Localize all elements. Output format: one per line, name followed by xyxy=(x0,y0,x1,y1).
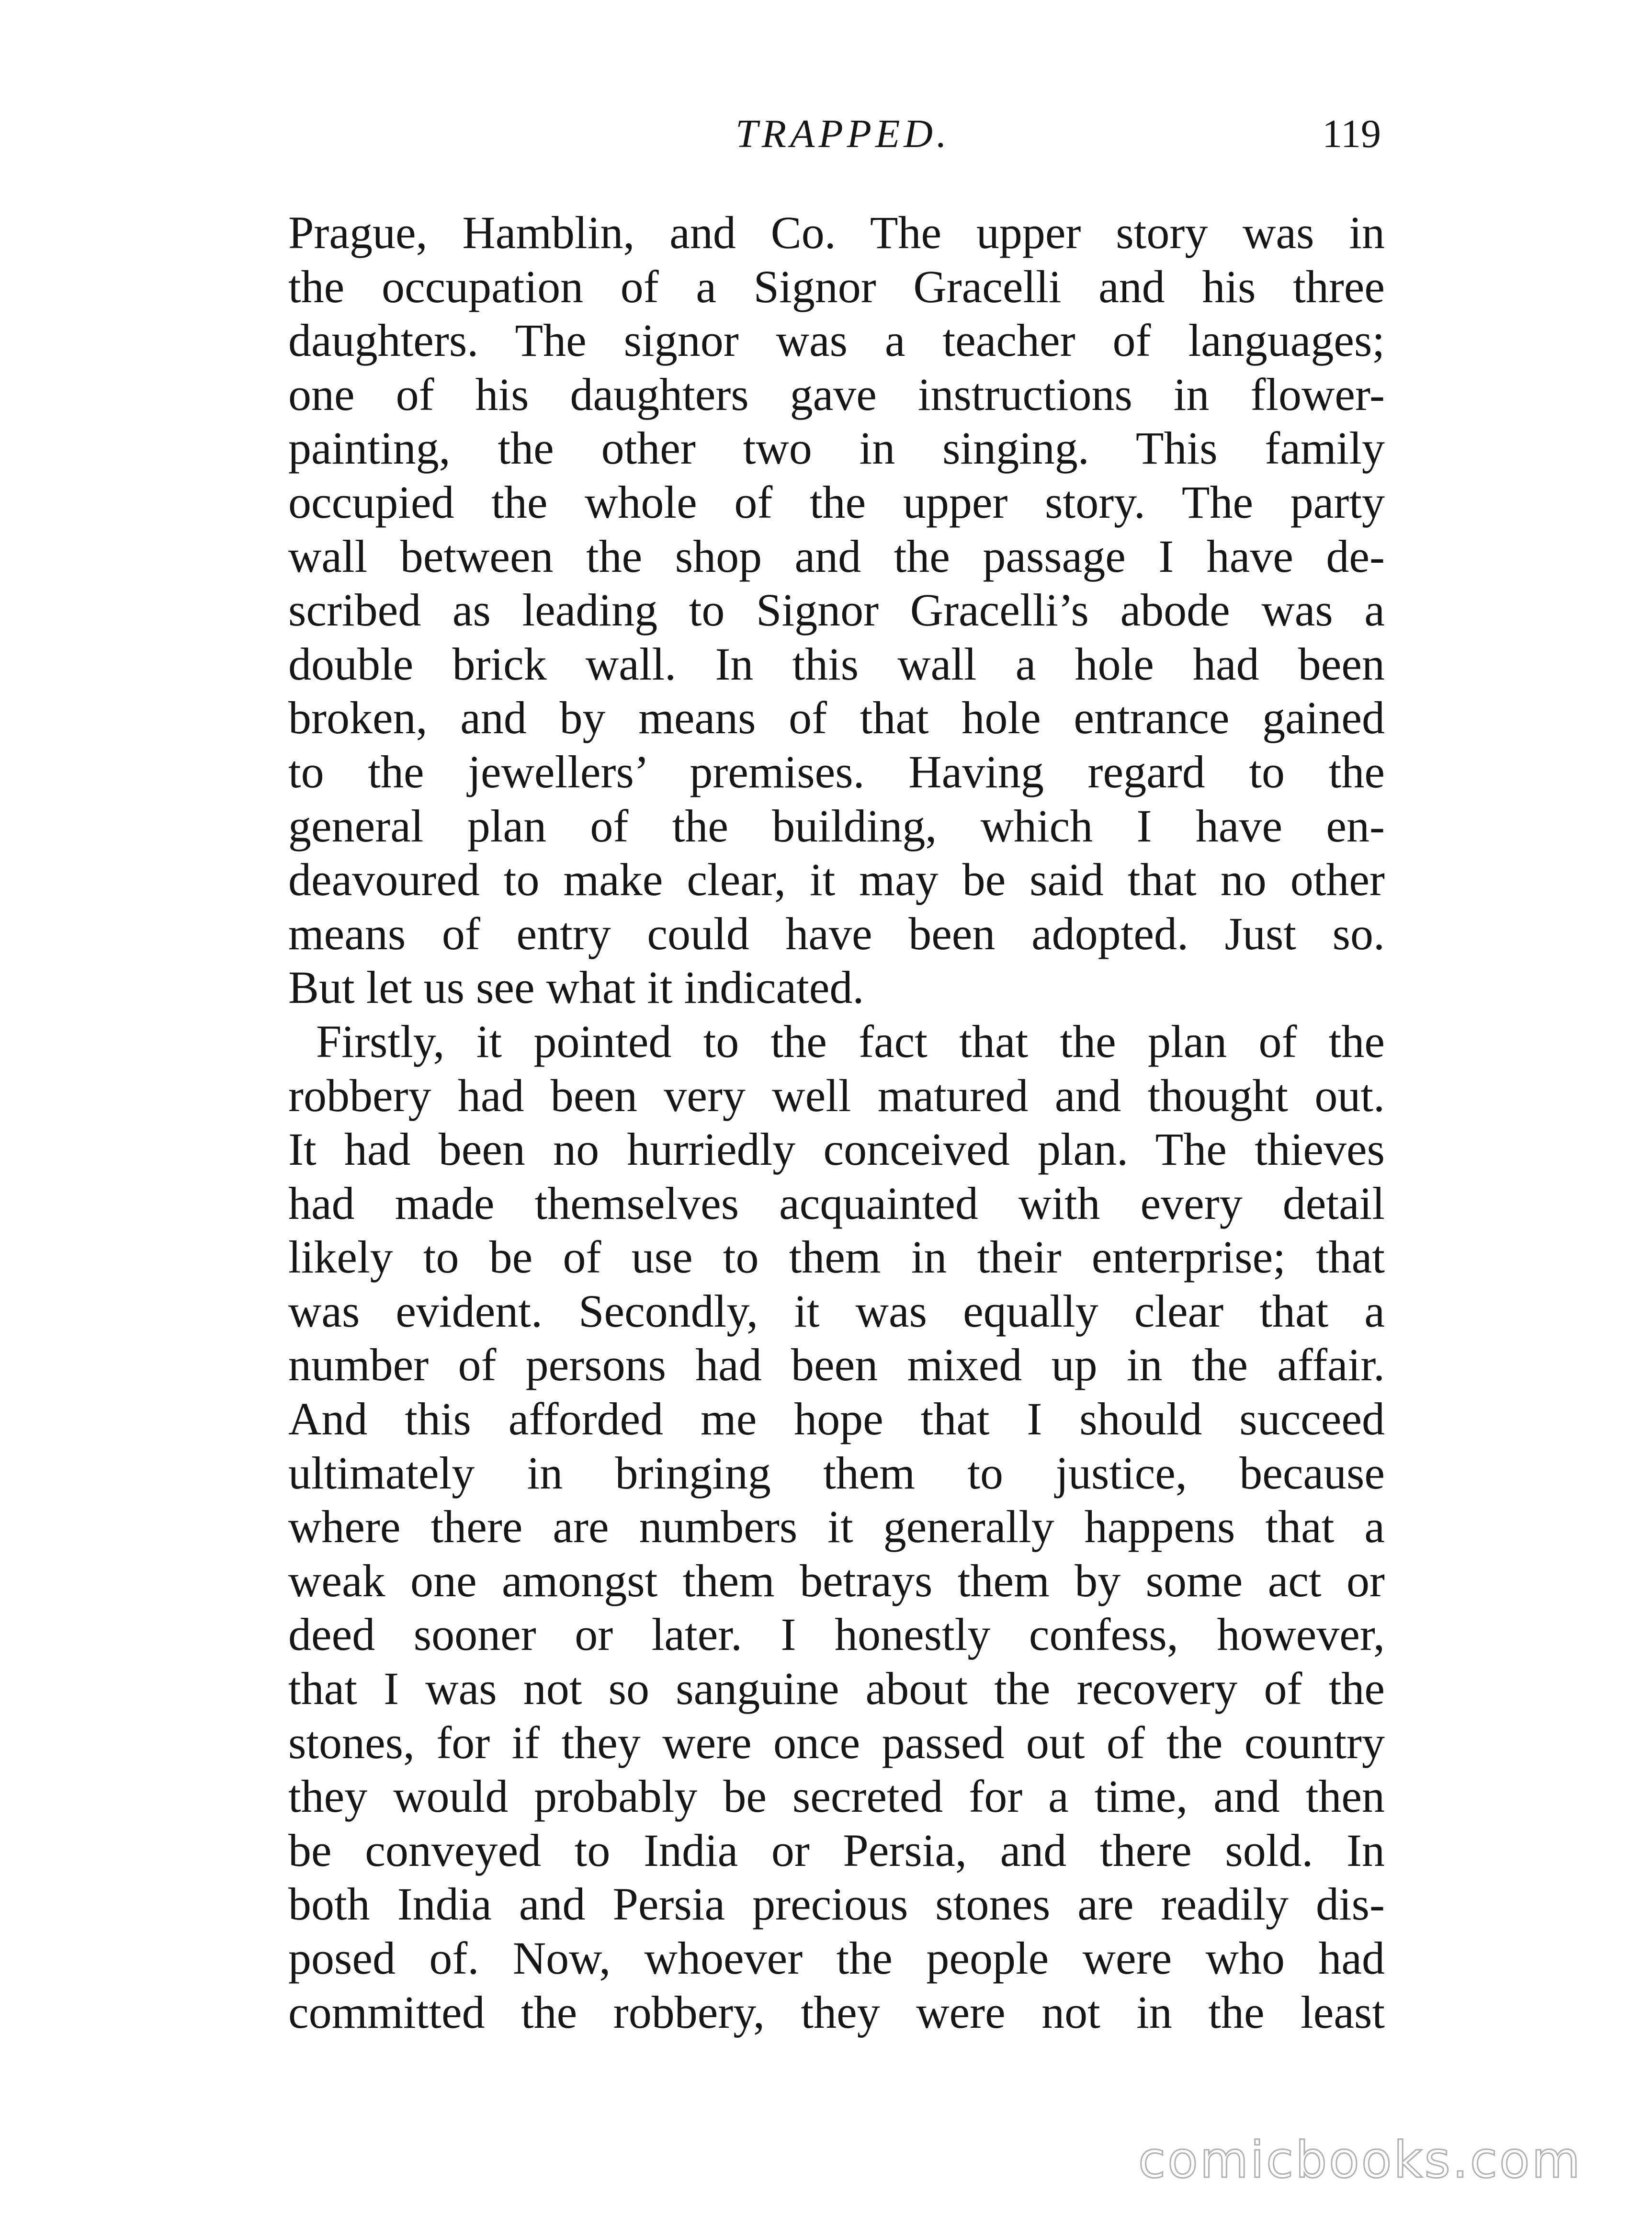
text-line: weak one amongst them betrays them by some act or xyxy=(288,1555,1385,1606)
running-title: TRAPPED. xyxy=(735,112,950,156)
text-line: deavoured to make clear, it may be said that no other xyxy=(288,854,1385,906)
text-line: wall between the shop and the passage I have de- xyxy=(288,530,1385,582)
text-line: the occupation of a Signor Gracelli and his three xyxy=(288,261,1385,312)
text-line: one of his daughters gave instructions in flower- xyxy=(288,368,1385,420)
paragraph-1 xyxy=(288,206,1385,1015)
text-line: It had been no hurriedly conceived plan. The thieves xyxy=(288,1124,1385,1175)
text-line: committed the robbery, they were not in the least xyxy=(288,1986,1385,2038)
text-line: scribed as leading to Signor Gracelli’s abode was a xyxy=(288,584,1385,636)
text-line: both India and Persia precious stones are readily dis- xyxy=(288,1878,1385,1930)
text-line: Prague, Hamblin, and Co. The upper story was in xyxy=(288,207,1385,258)
text-line: But let us see what it indicated. xyxy=(288,962,864,1013)
text-line: double brick wall. In this wall a hole had been xyxy=(288,638,1385,690)
text-line: And this afforded me hope that I should succeed xyxy=(288,1393,1385,1445)
text-line: occupied the whole of the upper story. The party xyxy=(288,476,1385,528)
text-line: number of persons had been mixed up in the affair. xyxy=(288,1339,1385,1391)
text-line: likely to be of use to them in their enterprise; that xyxy=(288,1231,1385,1283)
text-line: to the jewellers’ premises. Having regard to the xyxy=(288,746,1385,797)
text-line: broken, and by means of that hole entrance gained xyxy=(288,692,1385,744)
paragraph-2 xyxy=(288,1015,1385,2039)
text-line: general plan of the building, which I have en- xyxy=(288,800,1385,852)
text-line: was evident. Secondly, it was equally clear that a xyxy=(288,1285,1385,1337)
watermark: comicbooks.com xyxy=(1138,2131,1582,2189)
text-line: means of entry could have been adopted. Just so. xyxy=(288,908,1385,959)
text-line: daughters. The signor was a teacher of languages; xyxy=(288,315,1385,366)
text-line: where there are numbers it generally happens that a xyxy=(288,1501,1385,1553)
text-line: they would probably be secreted for a time, and then xyxy=(288,1771,1385,1822)
page-number: 119 xyxy=(1322,112,1381,156)
text-line: posed of. Now, whoever the people were who had xyxy=(288,1932,1385,1984)
text-line: stones, for if they were once passed out of the country xyxy=(288,1716,1385,1768)
text-line: Firstly, it pointed to the fact that the plan of the xyxy=(316,1015,1385,1067)
text-line: painting, the other two in singing. This family xyxy=(288,422,1385,474)
text-line: deed sooner or later. I honestly confess, however, xyxy=(288,1609,1385,1660)
text-line: that I was not so sanguine about the recovery of the xyxy=(288,1663,1385,1715)
text-line: robbery had been very well matured and thought out. xyxy=(288,1069,1385,1121)
text-line: be conveyed to India or Persia, and there sold. In xyxy=(288,1824,1385,1876)
text-line: had made themselves acquainted with every detail xyxy=(288,1177,1385,1229)
text-line: ultimately in bringing them to justice, because xyxy=(288,1447,1385,1499)
page-body-text xyxy=(288,206,1385,2039)
